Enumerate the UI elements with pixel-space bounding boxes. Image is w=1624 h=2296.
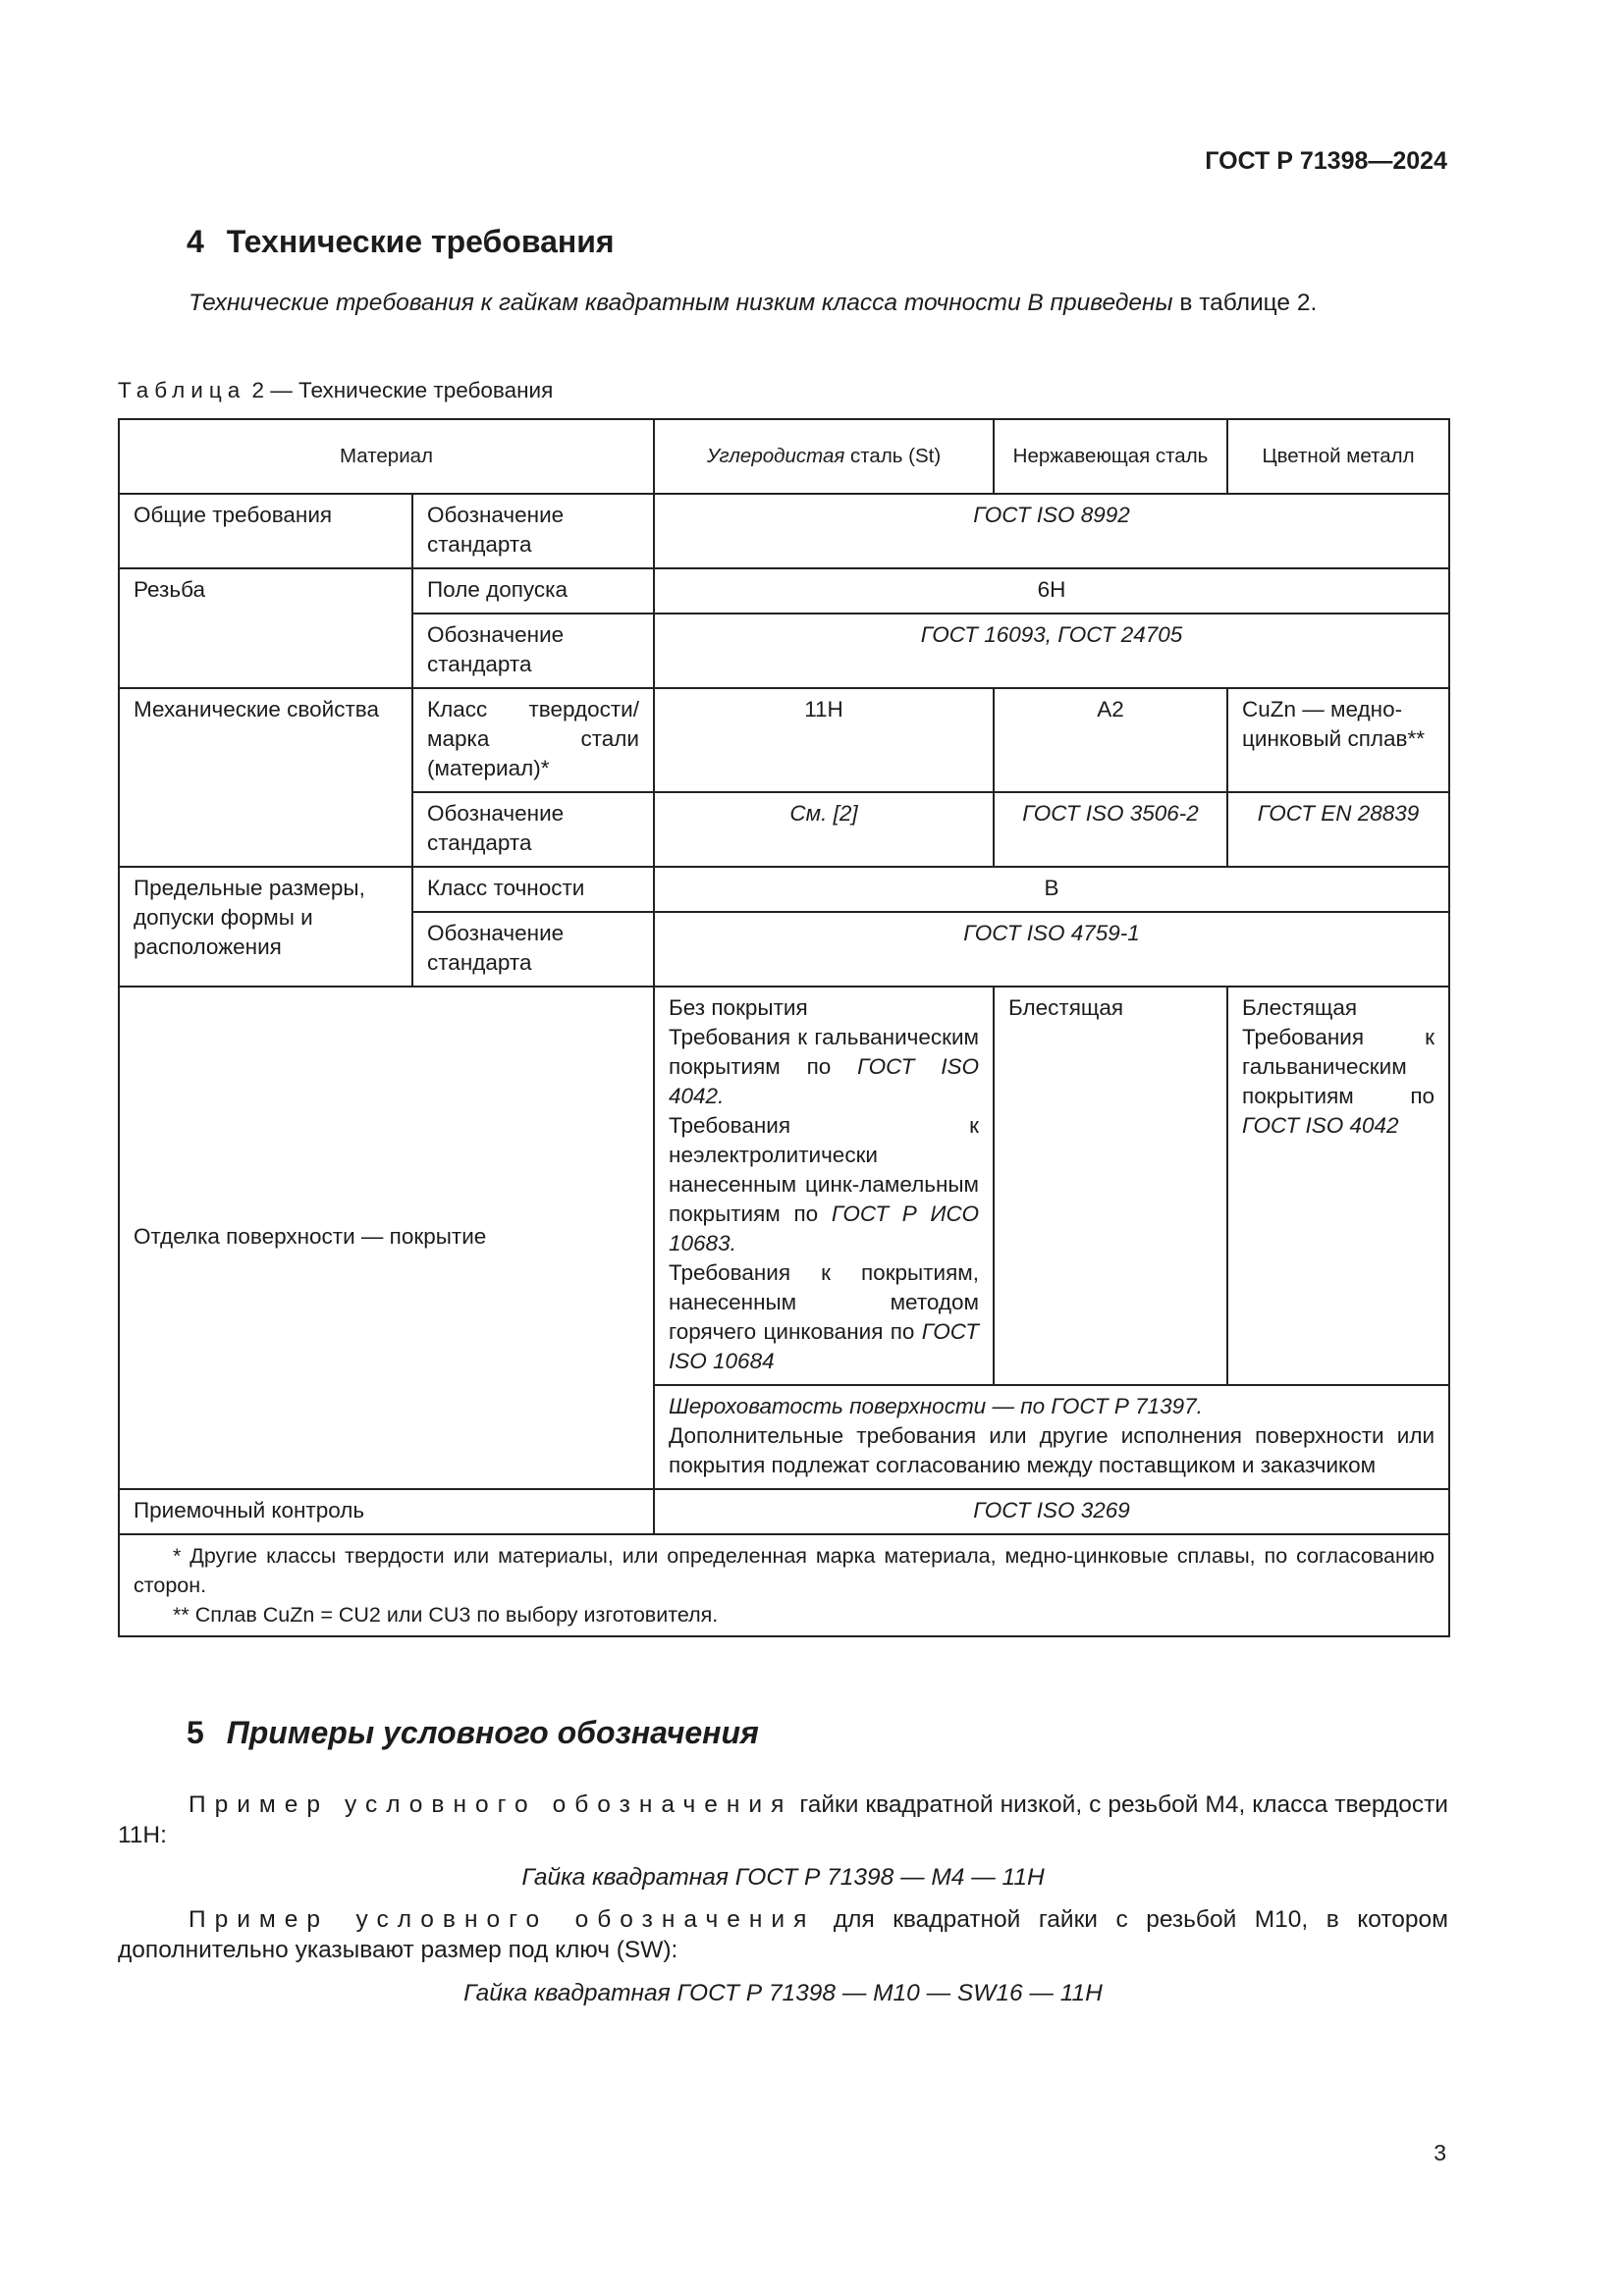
example-1-text: гайки квадратной низкой, с резьбой M4, класса твердости 11H: — [118, 1791, 1448, 1848]
example-1-paragraph — [118, 1789, 1448, 1850]
section-heading: Примеры условного обозначения — [226, 1715, 759, 1750]
section-4-title — [187, 224, 615, 260]
limits-accuracy-label: Класс точности — [412, 867, 654, 912]
surface-nonferrous-text: Требования к гальваническим покрытиям по — [1242, 1025, 1435, 1108]
general-label: Общие требования — [119, 494, 412, 568]
mech-standard-nonferrous: ГОСТ EN 28839 — [1227, 792, 1449, 867]
surface-carbon-text: Требования к неэлектролитически нанесенным цинк-ламельным покрытиям по — [669, 1113, 980, 1226]
table-footnote-row — [119, 1534, 1449, 1636]
surface-carbon-text: Требования к покрытиям, нанесенным методом горячего цинкования по — [669, 1260, 980, 1344]
surface-additional: Дополнительные требования или другие исполнения поверхности или покрытия подлежат согласованию между поставщиком и заказчиком — [669, 1423, 1435, 1477]
limits-label: Предельные размеры, допуски формы и расположения — [119, 867, 412, 987]
example-1-spaced: Пример условного обозначения — [189, 1791, 793, 1818]
header-material: Материал — [119, 419, 654, 494]
surface-nonferrous-ref: ГОСТ ISO 4042 — [1242, 1113, 1399, 1138]
general-sub: Обозначение стандарта — [412, 494, 654, 568]
table-caption — [118, 378, 553, 403]
section-heading: Технические требования — [226, 224, 615, 259]
table-row — [119, 987, 1449, 1385]
mech-nonferrous: CuZn — медно-цинковый сплав** — [1227, 688, 1449, 792]
surface-carbon-ref: ГОСТ ISO 10684 — [669, 1319, 980, 1373]
requirements-table — [118, 418, 1450, 1637]
table-footnotes — [119, 1534, 1449, 1636]
thread-label: Резьба — [119, 568, 412, 688]
general-value: ГОСТ ISO 8992 — [654, 494, 1449, 568]
section-number: 5 — [187, 1715, 204, 1750]
table-row — [119, 494, 1449, 568]
header-carbon-italic: Углеродистая — [706, 445, 845, 467]
section-5-title — [187, 1715, 759, 1751]
header-carbon-rest: сталь (St) — [844, 445, 942, 467]
mech-standard-stainless: ГОСТ ISO 3506-2 — [994, 792, 1227, 867]
table-row — [119, 688, 1449, 792]
mech-standard-carbon: См. [2] — [654, 792, 994, 867]
table-row — [119, 867, 1449, 912]
surface-nonferrous — [1227, 987, 1449, 1385]
table-row — [119, 1489, 1449, 1534]
header-stainless-steel: Нержавеющая сталь — [994, 419, 1227, 494]
table-caption-word: Таблица — [118, 378, 246, 402]
page-number: 3 — [1434, 2140, 1446, 2165]
surface-carbon-ref: ГОСТ ISO 4042. — [669, 1054, 980, 1108]
intro-italic: Технические требования к гайкам квадратным низким класса точности В приведены — [189, 290, 1173, 316]
footnote-1: * Другие классы твердости или материалы, или определенная марка материала, медно-цинковые сплавы, по согласованию сторон. — [134, 1544, 1435, 1597]
surface-stainless: Блестящая — [994, 987, 1227, 1385]
footnote-2: ** Сплав CuZn = CU2 или CU3 по выбору изготовителя. — [173, 1603, 719, 1627]
surface-carbon-text: Требования к гальваническим покрытиям по — [669, 1025, 980, 1079]
header-carbon-steel — [654, 419, 994, 494]
mech-class-label: Класс твердости/марка стали (материал)* — [412, 688, 654, 792]
acceptance-value: ГОСТ ISO 3269 — [654, 1489, 1449, 1534]
example-2-paragraph — [118, 1904, 1448, 1965]
surface-notes — [654, 1385, 1449, 1489]
limits-standard-label: Обозначение стандарта — [412, 912, 654, 987]
surface-carbon-line — [669, 993, 979, 1023]
table-row — [119, 568, 1449, 614]
thread-standard-label: Обозначение стандарта — [412, 614, 654, 688]
table-header-row — [119, 419, 1449, 494]
surface-carbon-text: Без покрытия — [669, 995, 808, 1020]
example-2-spaced: Пример условного обозначения — [189, 1906, 816, 1933]
intro-paragraph — [118, 288, 1448, 318]
example-2-text: для квадратной гайки с резьбой M10, в котором дополнительно указывают размер под ключ (SW): — [118, 1906, 1448, 1963]
surface-carbon — [654, 987, 994, 1385]
example-2-formula: Гайка квадратная ГОСТ Р 71398 — М10 — SW16 — 11H — [463, 1980, 1103, 2006]
surface-carbon-ref: ГОСТ Р ИСО 10683. — [669, 1201, 980, 1255]
limits-standard-value: ГОСТ ISO 4759-1 — [654, 912, 1449, 987]
surface-carbon-line — [669, 1258, 979, 1376]
mech-standard-label: Обозначение стандарта — [412, 792, 654, 867]
mech-carbon: 11H — [654, 688, 994, 792]
limits-accuracy-value: B — [654, 867, 1449, 912]
surface-label: Отделка поверхности — покрытие — [119, 987, 654, 1489]
mech-label: Механические свойства — [119, 688, 412, 867]
example-1-formula: Гайка квадратная ГОСТ Р 71398 — М4 — 11H — [521, 1864, 1045, 1891]
surface-nonferrous-line2 — [1242, 1023, 1435, 1141]
surface-nonferrous-line1: Блестящая — [1242, 995, 1358, 1020]
thread-tolerance-value: 6H — [654, 568, 1449, 614]
surface-carbon-line — [669, 1111, 979, 1258]
acceptance-label: Приемочный контроль — [119, 1489, 654, 1534]
document-header: ГОСТ Р 71398—2024 — [1205, 147, 1447, 175]
table-caption-text: 2 — Технические требования — [245, 378, 554, 402]
intro-rest: в таблице 2. — [1172, 290, 1318, 316]
thread-standard-value: ГОСТ 16093, ГОСТ 24705 — [654, 614, 1449, 688]
section-number: 4 — [187, 224, 204, 259]
surface-roughness: Шероховатость поверхности — по ГОСТ Р 71397. — [669, 1394, 1203, 1418]
thread-tolerance-label: Поле допуска — [412, 568, 654, 614]
mech-stainless: A2 — [994, 688, 1227, 792]
surface-carbon-line — [669, 1023, 979, 1111]
header-nonferrous: Цветной металл — [1227, 419, 1449, 494]
